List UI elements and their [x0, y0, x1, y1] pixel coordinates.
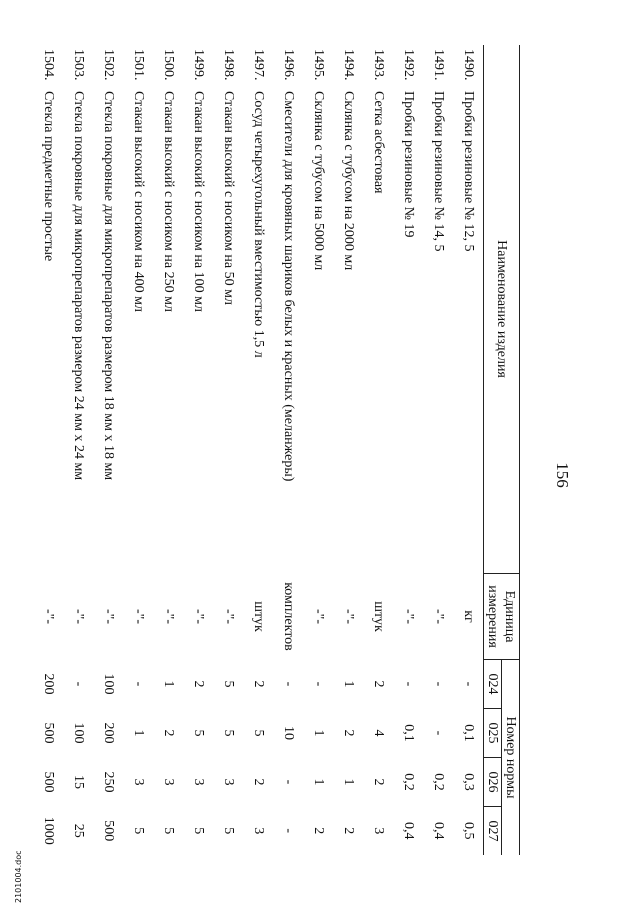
norm-value: 2	[161, 729, 176, 737]
row-number: 1498.	[221, 49, 236, 81]
unit-cell: -"-	[221, 608, 236, 625]
row-number: 1493.	[371, 49, 386, 81]
table-row	[303, 45, 333, 855]
unit-cell: комплектов	[281, 582, 296, 651]
norm-value: -	[461, 681, 476, 687]
norm-value: -	[431, 730, 446, 736]
norm-value: 500	[101, 820, 116, 842]
unit-cell: -"-	[131, 608, 146, 625]
norm-value: -	[281, 779, 296, 785]
table-row	[63, 45, 93, 855]
norm-value: -	[71, 681, 86, 687]
item-name: Стекла покровные для микропрепаратов размером 24 мм х 24 мм	[71, 91, 86, 481]
norms-table	[33, 45, 520, 855]
header-code: 024	[484, 660, 502, 709]
norm-value: 2	[311, 827, 326, 835]
norm-value: 1	[161, 680, 176, 688]
norm-value: -	[311, 681, 326, 687]
table-row	[153, 45, 183, 855]
norm-value: 5	[251, 729, 266, 737]
norm-value: 0,4	[431, 822, 446, 840]
unit-cell: -"-	[41, 608, 56, 625]
norm-value: 2	[371, 680, 386, 688]
table-row	[183, 45, 213, 855]
item-name: Сетка асбестовая	[371, 91, 386, 194]
header-name: Наименование изделия	[484, 45, 520, 574]
norm-value: 3	[161, 778, 176, 786]
header-unit-line2: измерения	[485, 585, 501, 648]
row-number: 1491.	[431, 49, 446, 81]
table-row	[273, 45, 303, 855]
item-name: Пробки резиновые № 12, 5	[461, 91, 476, 252]
header-code: 027	[484, 807, 502, 856]
norm-value: 2	[371, 778, 386, 786]
norm-value: 1	[341, 680, 356, 688]
norm-value: 250	[101, 771, 116, 793]
header-unit-line1: Единица	[502, 590, 518, 643]
row-number: 1495.	[311, 49, 326, 81]
unit-cell: -"-	[191, 608, 206, 625]
unit-cell: -"-	[401, 608, 416, 625]
norm-value: 100	[101, 673, 116, 695]
unit-cell: штук	[371, 601, 386, 632]
row-number: 1490.	[461, 49, 476, 81]
item-name: Сосуд четырехугольный вместимостью 1,5 л	[251, 91, 266, 358]
norm-value: -	[431, 681, 446, 687]
table-row	[423, 45, 453, 855]
row-number: 1492.	[401, 49, 416, 81]
row-number: 1502.	[101, 49, 116, 81]
table-row	[213, 45, 243, 855]
item-name: Стекла покровные для микропрепаратов размером 18 мм х 18 мм	[101, 91, 116, 481]
row-number: 1494.	[341, 49, 356, 81]
norm-value: 2	[251, 680, 266, 688]
norm-value: -	[401, 681, 416, 687]
norm-value: 2	[191, 680, 206, 688]
norm-value: 5	[191, 729, 206, 737]
norm-value: 25	[71, 823, 86, 838]
norm-value: 4	[371, 729, 386, 737]
norm-value: 1	[311, 778, 326, 786]
norm-value: 200	[101, 722, 116, 744]
row-number: 1497.	[251, 49, 266, 81]
row-number: 1499.	[191, 49, 206, 81]
item-name: Стекла предметные простые	[41, 91, 56, 262]
row-number: 1500.	[161, 49, 176, 81]
norm-value: 2	[251, 778, 266, 786]
norm-value: 5	[161, 827, 176, 835]
footer-filename: 2101004.doc	[14, 850, 23, 903]
table-row	[363, 45, 393, 855]
item-name: Стакан высокий с носиком на 100 мл	[191, 91, 206, 312]
header-code: 025	[484, 709, 502, 758]
norm-value: 1000	[41, 816, 56, 845]
table-row	[33, 45, 63, 855]
norm-value: 3	[221, 778, 236, 786]
norm-value: 5	[131, 827, 146, 835]
item-name: Стакан высокий с носиком на 50 мл	[221, 91, 236, 305]
norm-value: -	[131, 681, 146, 687]
norm-value: 2	[341, 729, 356, 737]
unit-cell: штук	[251, 601, 266, 632]
table-row	[243, 45, 273, 855]
unit-cell: -"-	[311, 608, 326, 625]
table-row	[123, 45, 153, 855]
norm-value: 0,5	[461, 822, 476, 840]
norm-value: -	[281, 828, 296, 834]
item-name: Смесители для кровяных шариков белых и красных (меланжеры)	[281, 91, 296, 482]
unit-cell: -"-	[161, 608, 176, 625]
page-number: 156	[553, 462, 572, 488]
norm-value: 500	[41, 722, 56, 744]
unit-cell: -"-	[341, 608, 356, 625]
header-norm: Номер нормы	[502, 660, 520, 856]
norm-value: 5	[221, 680, 236, 688]
item-name: Пробки резиновые № 14, 5	[431, 91, 446, 252]
item-name: Склянка с тубусом на 5000 мл	[311, 91, 326, 271]
norm-value: 15	[71, 775, 86, 789]
row-number: 1496.	[281, 49, 296, 81]
unit-cell: -"-	[431, 608, 446, 625]
unit-cell: кг	[461, 610, 476, 623]
norm-value: 0,4	[401, 822, 416, 840]
norm-value: 10	[281, 726, 296, 740]
norm-value: 100	[71, 722, 86, 744]
norm-value: 2	[341, 827, 356, 835]
item-name: Стакан высокий с носиком на 400 мл	[131, 91, 146, 312]
rotated-page	[41, 45, 580, 905]
norm-value: 0,2	[401, 773, 416, 791]
unit-cell: -"-	[71, 608, 86, 625]
norm-value: 0,3	[461, 773, 476, 791]
table-row	[393, 45, 423, 855]
norm-value: 3	[371, 827, 386, 835]
row-number: 1503.	[71, 49, 86, 81]
norm-value: 3	[131, 778, 146, 786]
norm-value: 5	[221, 729, 236, 737]
row-number: 1504.	[41, 49, 56, 81]
norm-value: -	[281, 681, 296, 687]
norm-value: 500	[41, 771, 56, 793]
norm-value: 1	[131, 729, 146, 737]
norm-value: 0,1	[401, 724, 416, 742]
norm-value: 3	[251, 827, 266, 835]
row-number: 1501.	[131, 49, 146, 81]
item-name: Стакан высокий с носиком на 250 мл	[161, 91, 176, 312]
norm-value: 0,1	[461, 724, 476, 742]
header-unit	[484, 574, 520, 660]
table-row	[93, 45, 123, 855]
item-name: Склянка с тубусом на 2000 мл	[341, 91, 356, 271]
norm-value: 1	[341, 778, 356, 786]
norm-value: 1	[311, 729, 326, 737]
norm-value: 3	[191, 778, 206, 786]
table-body	[33, 45, 484, 855]
norm-value: 5	[221, 827, 236, 835]
header-code: 026	[484, 758, 502, 807]
unit-cell: -"-	[101, 608, 116, 625]
table-row	[333, 45, 363, 855]
norm-value: 5	[191, 827, 206, 835]
norm-value: 200	[41, 673, 56, 695]
table-row	[453, 45, 484, 855]
item-name: Пробки резиновые № 19	[401, 91, 416, 238]
norm-value: 0,2	[431, 773, 446, 791]
